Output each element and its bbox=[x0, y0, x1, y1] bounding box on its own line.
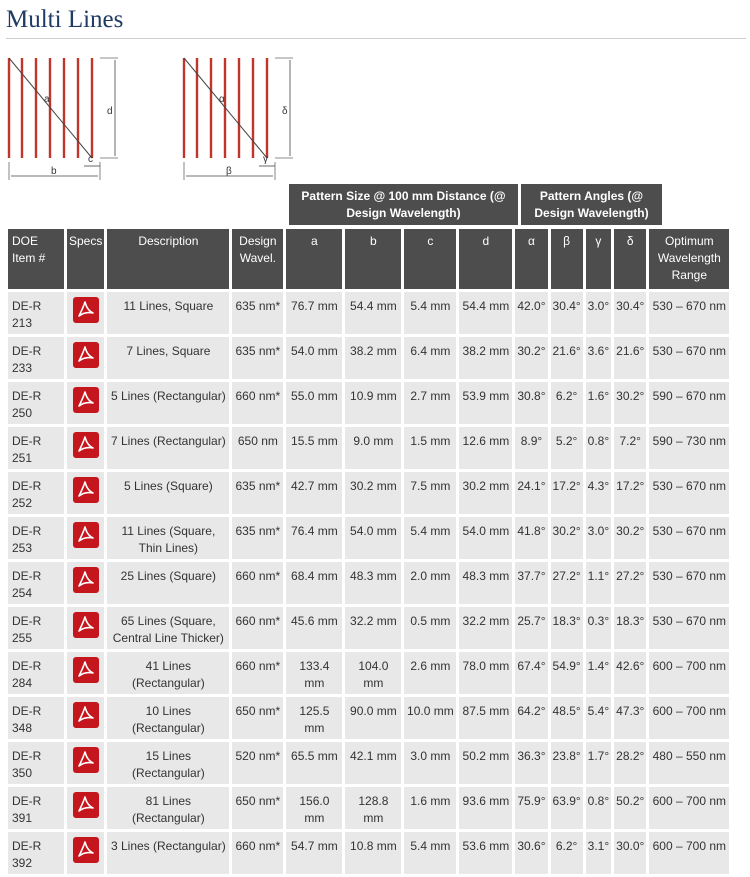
cell-specs[interactable] bbox=[67, 292, 104, 334]
cell-b: 128.8 mm bbox=[345, 787, 401, 829]
cell-doe-item: DE-R 391 bbox=[8, 787, 64, 829]
cell-d: 38.2 mm bbox=[459, 337, 512, 379]
table-header-row bbox=[8, 229, 729, 289]
cell-beta: 30.4° bbox=[551, 292, 583, 334]
cell-c: 1.5 mm bbox=[404, 427, 456, 469]
cell-alpha: 25.7° bbox=[515, 607, 547, 649]
table-row bbox=[8, 697, 729, 739]
col-c: c bbox=[404, 229, 456, 289]
cell-delta: 50.2° bbox=[614, 787, 646, 829]
cell-a: 55.0 mm bbox=[286, 382, 342, 424]
col-gamma: γ bbox=[586, 229, 611, 289]
cell-delta: 21.6° bbox=[614, 337, 646, 379]
pattern-angles-group-header: Pattern Angles (@ Design Wavelength) bbox=[521, 184, 662, 225]
cell-d: 78.0 mm bbox=[459, 652, 512, 694]
pdf-icon[interactable] bbox=[72, 611, 100, 639]
cell-a: 42.7 mm bbox=[286, 472, 342, 514]
cell-description: 11 Lines (Square, Thin Lines) bbox=[107, 517, 229, 559]
cell-specs[interactable] bbox=[67, 742, 104, 784]
cell-b: 9.0 mm bbox=[345, 427, 401, 469]
cell-specs[interactable] bbox=[67, 832, 104, 874]
cell-b: 30.2 mm bbox=[345, 472, 401, 514]
cell-d: 54.0 mm bbox=[459, 517, 512, 559]
cell-wavelength-range: 590 – 730 nm bbox=[649, 427, 729, 469]
cell-description: 25 Lines (Square) bbox=[107, 562, 229, 604]
cell-design-wavelength: 635 nm* bbox=[232, 337, 283, 379]
cell-description: 5 Lines (Rectangular) bbox=[107, 382, 229, 424]
cell-beta: 5.2° bbox=[551, 427, 583, 469]
cell-description: 3 Lines (Rectangular) bbox=[107, 832, 229, 874]
cell-wavelength-range: 600 – 700 nm bbox=[649, 697, 729, 739]
cell-alpha: 64.2° bbox=[515, 697, 547, 739]
col-description: Description bbox=[107, 229, 229, 289]
col-b: b bbox=[345, 229, 401, 289]
cell-alpha: 75.9° bbox=[515, 787, 547, 829]
cell-d: 87.5 mm bbox=[459, 697, 512, 739]
col-delta: δ bbox=[614, 229, 646, 289]
label-delta: δ bbox=[282, 106, 288, 117]
cell-c: 5.4 mm bbox=[404, 517, 456, 559]
cell-specs[interactable] bbox=[67, 517, 104, 559]
cell-a: 54.0 mm bbox=[286, 337, 342, 379]
cell-alpha: 24.1° bbox=[515, 472, 547, 514]
pdf-icon[interactable] bbox=[72, 746, 100, 774]
cell-a: 65.5 mm bbox=[286, 742, 342, 784]
cell-wavelength-range: 530 – 670 nm bbox=[649, 337, 729, 379]
col-a: a bbox=[286, 229, 342, 289]
col-alpha: α bbox=[515, 229, 547, 289]
cell-doe-item: DE-R 213 bbox=[8, 292, 64, 334]
pdf-icon[interactable] bbox=[72, 701, 100, 729]
cell-wavelength-range: 480 – 550 nm bbox=[649, 742, 729, 784]
table-row bbox=[8, 292, 729, 334]
table-row bbox=[8, 832, 729, 874]
cell-delta: 30.2° bbox=[614, 517, 646, 559]
cell-c: 2.0 mm bbox=[404, 562, 456, 604]
cell-beta: 48.5° bbox=[551, 697, 583, 739]
pdf-icon[interactable] bbox=[72, 566, 100, 594]
cell-design-wavelength: 520 nm* bbox=[232, 742, 283, 784]
cell-wavelength-range: 530 – 670 nm bbox=[649, 517, 729, 559]
cell-delta: 28.2° bbox=[614, 742, 646, 784]
cell-b: 42.1 mm bbox=[345, 742, 401, 784]
cell-b: 104.0 mm bbox=[345, 652, 401, 694]
table-row bbox=[8, 742, 729, 784]
cell-delta: 30.0° bbox=[614, 832, 646, 874]
table-row bbox=[8, 562, 729, 604]
cell-doe-item: DE-R 348 bbox=[8, 697, 64, 739]
cell-b: 54.4 mm bbox=[345, 292, 401, 334]
cell-alpha: 30.6° bbox=[515, 832, 547, 874]
cell-gamma: 0.8° bbox=[586, 787, 611, 829]
cell-specs[interactable] bbox=[67, 382, 104, 424]
cell-design-wavelength: 660 nm* bbox=[232, 382, 283, 424]
table-row bbox=[8, 337, 729, 379]
cell-alpha: 67.4° bbox=[515, 652, 547, 694]
cell-description: 7 Lines, Square bbox=[107, 337, 229, 379]
title-divider bbox=[6, 38, 746, 39]
cell-specs[interactable] bbox=[67, 787, 104, 829]
cell-wavelength-range: 530 – 670 nm bbox=[649, 292, 729, 334]
cell-b: 38.2 mm bbox=[345, 337, 401, 379]
label-a: a bbox=[44, 94, 50, 105]
cell-delta: 17.2° bbox=[614, 472, 646, 514]
cell-a: 45.6 mm bbox=[286, 607, 342, 649]
pdf-icon[interactable] bbox=[72, 296, 100, 324]
cell-wavelength-range: 530 – 670 nm bbox=[649, 562, 729, 604]
cell-beta: 18.3° bbox=[551, 607, 583, 649]
doe-spec-table bbox=[5, 226, 732, 877]
pdf-icon[interactable] bbox=[72, 521, 100, 549]
col-doe-item: DOE Item # bbox=[8, 229, 64, 289]
cell-delta: 27.2° bbox=[614, 562, 646, 604]
cell-gamma: 4.3° bbox=[586, 472, 611, 514]
cell-specs[interactable] bbox=[67, 697, 104, 739]
cell-description: 5 Lines (Square) bbox=[107, 472, 229, 514]
cell-doe-item: DE-R 350 bbox=[8, 742, 64, 784]
label-b: b bbox=[51, 166, 57, 177]
cell-gamma: 1.6° bbox=[586, 382, 611, 424]
cell-b: 90.0 mm bbox=[345, 697, 401, 739]
cell-c: 3.0 mm bbox=[404, 742, 456, 784]
cell-alpha: 37.7° bbox=[515, 562, 547, 604]
cell-d: 32.2 mm bbox=[459, 607, 512, 649]
cell-description: 65 Lines (Square, Central Line Thicker) bbox=[107, 607, 229, 649]
cell-beta: 17.2° bbox=[551, 472, 583, 514]
cell-doe-item: DE-R 254 bbox=[8, 562, 64, 604]
cell-c: 1.6 mm bbox=[404, 787, 456, 829]
cell-specs[interactable] bbox=[67, 607, 104, 649]
cell-delta: 18.3° bbox=[614, 607, 646, 649]
cell-delta: 42.6° bbox=[614, 652, 646, 694]
cell-d: 12.6 mm bbox=[459, 427, 512, 469]
cell-b: 10.8 mm bbox=[345, 832, 401, 874]
cell-wavelength-range: 600 – 700 nm bbox=[649, 787, 729, 829]
cell-c: 7.5 mm bbox=[404, 472, 456, 514]
cell-a: 156.0 mm bbox=[286, 787, 342, 829]
cell-doe-item: DE-R 251 bbox=[8, 427, 64, 469]
cell-wavelength-range: 600 – 700 nm bbox=[649, 652, 729, 694]
cell-alpha: 8.9° bbox=[515, 427, 547, 469]
label-beta: β bbox=[226, 166, 232, 177]
pdf-icon[interactable] bbox=[72, 656, 100, 684]
cell-gamma: 1.1° bbox=[586, 562, 611, 604]
pdf-icon[interactable] bbox=[72, 431, 100, 459]
cell-doe-item: DE-R 392 bbox=[8, 832, 64, 874]
cell-a: 15.5 mm bbox=[286, 427, 342, 469]
cell-d: 93.6 mm bbox=[459, 787, 512, 829]
cell-doe-item: DE-R 252 bbox=[8, 472, 64, 514]
label-alpha: α bbox=[219, 94, 225, 105]
cell-a: 76.4 mm bbox=[286, 517, 342, 559]
cell-alpha: 36.3° bbox=[515, 742, 547, 784]
cell-description: 41 Lines (Rectangular) bbox=[107, 652, 229, 694]
col-beta: β bbox=[551, 229, 583, 289]
cell-specs[interactable] bbox=[67, 562, 104, 604]
cell-gamma: 1.7° bbox=[586, 742, 611, 784]
label-gamma: γ bbox=[263, 154, 268, 165]
cell-design-wavelength: 650 nm bbox=[232, 427, 283, 469]
cell-wavelength-range: 530 – 670 nm bbox=[649, 607, 729, 649]
line-pattern-diagram-angles bbox=[179, 54, 299, 186]
col-wavelength-range: Optimum Wavelength Range bbox=[649, 229, 729, 289]
cell-design-wavelength: 650 nm* bbox=[232, 787, 283, 829]
cell-d: 53.6 mm bbox=[459, 832, 512, 874]
cell-wavelength-range: 530 – 670 nm bbox=[649, 472, 729, 514]
cell-c: 5.4 mm bbox=[404, 292, 456, 334]
cell-specs[interactable] bbox=[67, 337, 104, 379]
cell-beta: 30.2° bbox=[551, 517, 583, 559]
cell-design-wavelength: 635 nm* bbox=[232, 517, 283, 559]
cell-design-wavelength: 635 nm* bbox=[232, 292, 283, 334]
label-c: c bbox=[88, 154, 93, 165]
cell-gamma: 0.8° bbox=[586, 427, 611, 469]
cell-doe-item: DE-R 253 bbox=[8, 517, 64, 559]
cell-doe-item: DE-R 255 bbox=[8, 607, 64, 649]
cell-d: 54.4 mm bbox=[459, 292, 512, 334]
cell-doe-item: DE-R 233 bbox=[8, 337, 64, 379]
cell-gamma: 3.0° bbox=[586, 517, 611, 559]
cell-wavelength-range: 590 – 670 nm bbox=[649, 382, 729, 424]
cell-c: 0.5 mm bbox=[404, 607, 456, 649]
cell-beta: 63.9° bbox=[551, 787, 583, 829]
cell-beta: 54.9° bbox=[551, 652, 583, 694]
cell-design-wavelength: 660 nm* bbox=[232, 562, 283, 604]
cell-alpha: 30.8° bbox=[515, 382, 547, 424]
table-row bbox=[8, 427, 729, 469]
cell-c: 10.0 mm bbox=[404, 697, 456, 739]
cell-gamma: 5.4° bbox=[586, 697, 611, 739]
cell-b: 32.2 mm bbox=[345, 607, 401, 649]
cell-design-wavelength: 635 nm* bbox=[232, 472, 283, 514]
cell-c: 6.4 mm bbox=[404, 337, 456, 379]
page-title: Multi Lines bbox=[6, 6, 124, 33]
cell-beta: 6.2° bbox=[551, 382, 583, 424]
cell-beta: 21.6° bbox=[551, 337, 583, 379]
cell-doe-item: DE-R 250 bbox=[8, 382, 64, 424]
cell-beta: 6.2° bbox=[551, 832, 583, 874]
cell-delta: 47.3° bbox=[614, 697, 646, 739]
line-pattern-diagram-dimensions bbox=[4, 54, 124, 186]
cell-beta: 23.8° bbox=[551, 742, 583, 784]
cell-d: 48.3 mm bbox=[459, 562, 512, 604]
cell-specs[interactable] bbox=[67, 427, 104, 469]
cell-a: 125.5 mm bbox=[286, 697, 342, 739]
pdf-icon[interactable] bbox=[72, 836, 100, 864]
pdf-icon[interactable] bbox=[72, 386, 100, 414]
cell-design-wavelength: 650 nm* bbox=[232, 697, 283, 739]
table-row bbox=[8, 787, 729, 829]
cell-doe-item: DE-R 284 bbox=[8, 652, 64, 694]
cell-specs[interactable] bbox=[67, 652, 104, 694]
cell-alpha: 42.0° bbox=[515, 292, 547, 334]
cell-d: 30.2 mm bbox=[459, 472, 512, 514]
cell-a: 133.4 mm bbox=[286, 652, 342, 694]
cell-description: 7 Lines (Rectangular) bbox=[107, 427, 229, 469]
cell-design-wavelength: 660 nm* bbox=[232, 652, 283, 694]
cell-c: 2.7 mm bbox=[404, 382, 456, 424]
cell-description: 11 Lines, Square bbox=[107, 292, 229, 334]
cell-beta: 27.2° bbox=[551, 562, 583, 604]
cell-design-wavelength: 660 nm* bbox=[232, 607, 283, 649]
table-row bbox=[8, 652, 729, 694]
table-row bbox=[8, 517, 729, 559]
cell-delta: 7.2° bbox=[614, 427, 646, 469]
cell-a: 68.4 mm bbox=[286, 562, 342, 604]
pdf-icon[interactable] bbox=[72, 791, 100, 819]
cell-b: 48.3 mm bbox=[345, 562, 401, 604]
pdf-icon[interactable] bbox=[72, 341, 100, 369]
table-row bbox=[8, 382, 729, 424]
pdf-icon[interactable] bbox=[72, 476, 100, 504]
cell-alpha: 41.8° bbox=[515, 517, 547, 559]
cell-description: 10 Lines (Rectangular) bbox=[107, 697, 229, 739]
col-specs: Specs bbox=[67, 229, 104, 289]
cell-b: 54.0 mm bbox=[345, 517, 401, 559]
cell-gamma: 3.1° bbox=[586, 832, 611, 874]
table-row bbox=[8, 472, 729, 514]
label-d: d bbox=[107, 106, 113, 117]
cell-gamma: 0.3° bbox=[586, 607, 611, 649]
cell-c: 5.4 mm bbox=[404, 832, 456, 874]
table-row bbox=[8, 607, 729, 649]
cell-a: 76.7 mm bbox=[286, 292, 342, 334]
cell-delta: 30.4° bbox=[614, 292, 646, 334]
cell-description: 81 Lines (Rectangular) bbox=[107, 787, 229, 829]
cell-alpha: 30.2° bbox=[515, 337, 547, 379]
col-d: d bbox=[459, 229, 512, 289]
pattern-size-group-header: Pattern Size @ 100 mm Distance (@ Design Wavelength) bbox=[289, 184, 518, 225]
cell-design-wavelength: 660 nm* bbox=[232, 832, 283, 874]
cell-c: 2.6 mm bbox=[404, 652, 456, 694]
cell-gamma: 3.6° bbox=[586, 337, 611, 379]
cell-description: 15 Lines (Rectangular) bbox=[107, 742, 229, 784]
cell-d: 53.9 mm bbox=[459, 382, 512, 424]
cell-wavelength-range: 600 – 700 nm bbox=[649, 832, 729, 874]
col-design-wavelength: Design Wavel. bbox=[232, 229, 283, 289]
cell-specs[interactable] bbox=[67, 472, 104, 514]
cell-b: 10.9 mm bbox=[345, 382, 401, 424]
cell-gamma: 3.0° bbox=[586, 292, 611, 334]
cell-a: 54.7 mm bbox=[286, 832, 342, 874]
cell-d: 50.2 mm bbox=[459, 742, 512, 784]
cell-delta: 30.2° bbox=[614, 382, 646, 424]
cell-gamma: 1.4° bbox=[586, 652, 611, 694]
